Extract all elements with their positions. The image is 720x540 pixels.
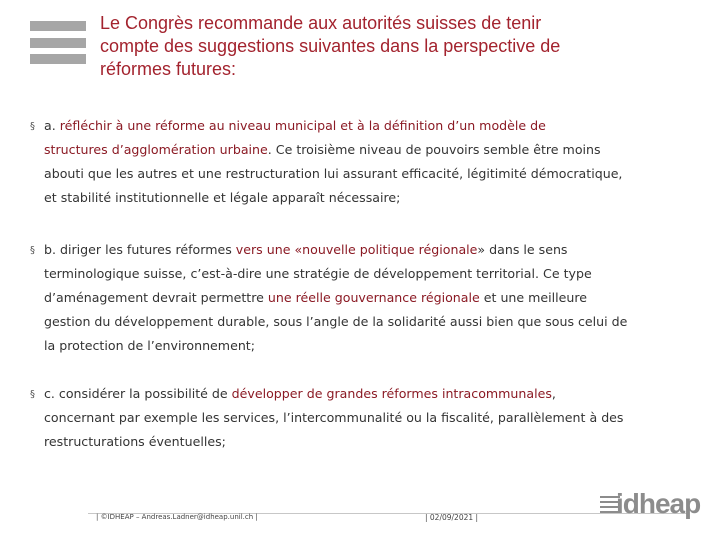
bullet-line <box>44 262 694 286</box>
bullet-line <box>44 186 694 210</box>
bullet-line <box>44 382 694 406</box>
bullet-line <box>44 114 694 138</box>
bullet-icon: § <box>30 389 35 400</box>
bullet-icon: § <box>30 121 35 132</box>
body-text: restructurations éventuelles; <box>44 434 226 449</box>
bullet-item <box>44 114 694 210</box>
title-decoration-bars <box>30 21 86 71</box>
body-text: la protection de l’environnement; <box>44 338 255 353</box>
bullet-line <box>44 238 694 262</box>
highlighted-text: réfléchir à une réforme au niveau municipal et à la définition d’un modèle de <box>59 118 546 133</box>
body-text: b. diriger les futures réformes <box>44 242 236 257</box>
highlighted-text: vers une «nouvelle politique régionale <box>235 242 478 257</box>
body-text: et une meilleure <box>479 290 588 305</box>
body-text: d’aménagement devrait permettre <box>44 290 268 305</box>
body-text: gestion du développement durable, sous l’angle de la solidarité aussi bien que sous celui de <box>44 314 628 329</box>
bullet-line <box>44 310 694 334</box>
bullet-icon: § <box>30 245 35 256</box>
decoration-bar <box>30 38 86 48</box>
highlighted-text: structures d’agglomération urbaine <box>44 142 268 157</box>
body-text: et stabilité institutionnelle et légale apparaît nécessaire; <box>44 190 401 205</box>
bullet-line <box>44 334 694 358</box>
footer-copyright: | ©IDHEAP – Andreas.Ladner@idheap.unil.ch | <box>96 513 258 521</box>
decoration-bar <box>30 21 86 31</box>
highlighted-text: développer de grandes réformes intracommunales <box>231 386 552 401</box>
body-text: terminologique suisse, c’est-à-dire une stratégie de développement territorial. Ce type <box>44 266 592 281</box>
bullet-item <box>44 238 694 358</box>
bullet-line <box>44 286 694 310</box>
decoration-bar <box>30 54 86 64</box>
slide-title: Le Congrès recommande aux autorités suisses de tenir compte des suggestions suivantes dans la perspective de réformes futures: <box>100 13 561 79</box>
logo-text: idheap <box>616 488 701 519</box>
highlighted-text: une réelle gouvernance régionale <box>267 290 480 305</box>
bullet-line <box>44 138 694 162</box>
bullet-item <box>44 382 694 454</box>
footer-date: | 02/09/2021 | <box>425 513 479 522</box>
body-text: , <box>551 386 556 401</box>
body-text: . Ce troisième niveau de pouvoirs semble être moins <box>267 142 601 157</box>
body-text: c. considérer la possibilité de <box>44 386 232 401</box>
body-text: concernant par exemple les services, l’intercommunalité ou la fiscalité, parallèlement à des <box>44 410 624 425</box>
bullet-line <box>44 406 694 430</box>
body-text: » dans le sens <box>477 242 568 257</box>
bullet-line <box>44 162 694 186</box>
bullet-line <box>44 430 694 454</box>
body-text: abouti que les autres et une restructuration lui assurant efficacité, légitimité démocratique, <box>44 166 623 181</box>
body-text: a. <box>44 118 60 133</box>
